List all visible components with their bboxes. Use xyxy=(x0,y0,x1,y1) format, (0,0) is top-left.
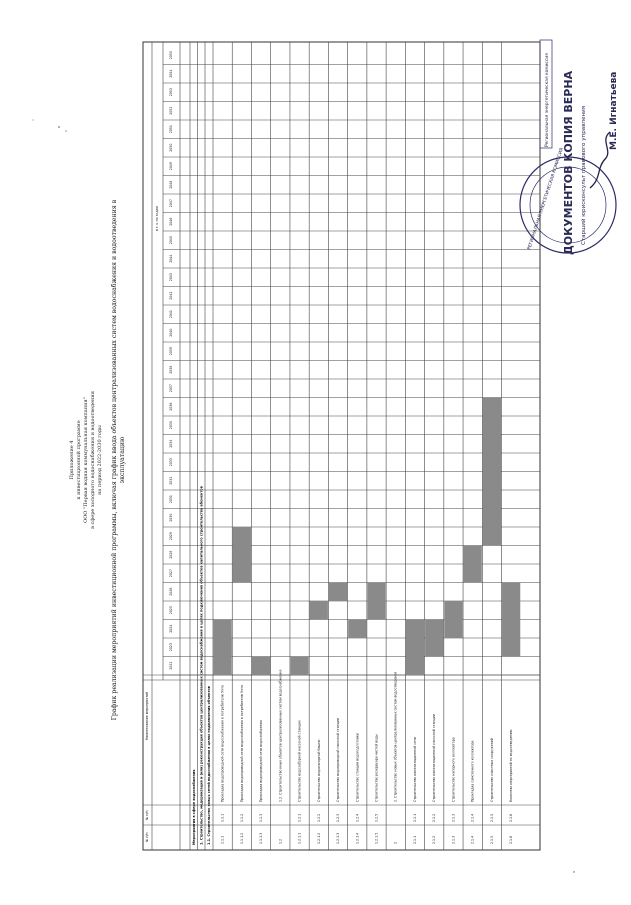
section-row-label: 1.1. Строительство новых сетей водоснабжения в целях подключения объектов xyxy=(207,686,211,845)
year-label: 2047 xyxy=(169,199,173,208)
year-label: 2025 xyxy=(169,606,173,615)
row-num: 2 xyxy=(393,841,398,844)
row-num: 2.1.4 xyxy=(470,835,475,844)
row-name: Строительство канализационной насосной станции xyxy=(432,714,437,802)
row-num2: 1.1.2 xyxy=(239,813,244,822)
stamp-position: Старший юрисконсульт правового управления xyxy=(581,105,587,245)
row-name: Прокладка водопроводной сети водоснабжения к потребителю Ухта xyxy=(220,685,225,802)
scheduled-period-cell xyxy=(290,657,308,676)
scheduled-period-cell xyxy=(252,657,270,676)
stamp-header-text: Региональная энергетическая комиссия xyxy=(545,53,550,147)
year-label: 2054 xyxy=(169,69,173,78)
row-name: Строительство водозаборной насосной станции xyxy=(297,720,302,802)
row-num2: 1.2.5 xyxy=(374,813,379,822)
year-label: 2032 xyxy=(169,476,173,485)
row-num: 1.2.1.2 xyxy=(316,832,321,844)
row-num: 2.1.6 xyxy=(509,835,514,844)
row-name: Строительство резервуара чистой воды xyxy=(374,734,379,802)
document-title-line-2: эксплуатацию xyxy=(119,436,126,484)
year-label: 2044 xyxy=(169,254,173,263)
row-num2: 2.1.6 xyxy=(509,813,514,822)
row-num: 1.1.1.3 xyxy=(259,832,264,844)
row-num2: 1.1.3 xyxy=(259,813,264,822)
header-line-5: на период 2022-2030 годы xyxy=(97,425,103,495)
year-label: 2023 xyxy=(169,643,173,652)
row-num: 2.1.3 xyxy=(451,835,456,844)
scheduled-period-cell xyxy=(367,583,385,620)
period-label: в т.ч. по годам xyxy=(155,206,159,231)
header-line-1: Приложение 4 xyxy=(69,440,75,480)
year-label: 2035 xyxy=(169,421,173,430)
col-header-num2: № п/п xyxy=(145,810,149,820)
row-num: 2.1.2 xyxy=(432,835,437,844)
row-name: Комплекс мероприятий по водоотведению xyxy=(509,729,514,802)
year-label: 2024 xyxy=(169,624,173,633)
row-num: 1.1.1.2 xyxy=(239,832,244,844)
scheduled-period-cell xyxy=(214,620,232,657)
header-line-2: к инвестиционной программе xyxy=(76,420,82,500)
year-label: 2052 xyxy=(169,106,173,115)
row-name: Строительство канализационной сети xyxy=(412,736,417,802)
stamp-name: М.Е. Игнатьева xyxy=(609,71,619,150)
row-num: 1.2 xyxy=(278,838,283,844)
year-label: 2037 xyxy=(169,384,173,393)
year-label: 2033 xyxy=(169,458,173,467)
row-num2: 2.1.3 xyxy=(451,813,456,822)
year-label: 2031 xyxy=(169,495,173,504)
row-name: Прокладка водопроводной сети водоснабжения xyxy=(259,720,264,802)
row-num2: 2.1.5 xyxy=(489,813,494,822)
row-name: Строительство напорного коллектора xyxy=(451,737,456,802)
header-line-4: в сфере холодного водоснабжения и водоотведения xyxy=(90,391,96,529)
col-header-name: Наименование мероприятий xyxy=(145,691,149,740)
year-label: 2043 xyxy=(169,273,173,282)
section-row-label: Мероприятия в сфере водоснабжения xyxy=(192,769,196,845)
row-num2: 1.1.1 xyxy=(220,813,225,822)
scheduled-period-cell xyxy=(502,583,520,657)
row-name: 1.2. Строительство иных объектов централизованных систем водоснабжения xyxy=(278,669,283,802)
stamp-seal-ring-text: РЕГИОНАЛЬНАЯ ЭНЕРГЕТИЧЕСКАЯ КОМИССИЯ xyxy=(527,147,565,251)
row-num: 1.2.1.5 xyxy=(374,832,379,844)
year-label: 2038 xyxy=(169,365,173,374)
year-label: 2030 xyxy=(169,513,173,522)
year-label: 2055 xyxy=(169,51,173,60)
row-name: Прокладка водопроводной сети водоснабжения к потребителю Ухта xyxy=(239,685,244,802)
year-label: 2045 xyxy=(169,236,173,245)
row-num2: 1.2.4 xyxy=(355,813,360,822)
row-name: 2. Строительство новых объектов централизованных систем водоотведения xyxy=(393,671,398,802)
year-label: 2051 xyxy=(169,125,173,134)
year-label: 2041 xyxy=(169,310,173,319)
year-label: 2027 xyxy=(169,569,173,578)
scheduled-period-cell xyxy=(233,527,251,583)
row-num2: 1.2.2 xyxy=(316,813,321,822)
row-name: Строительство станции водоподготовки xyxy=(355,733,360,802)
row-num: 2.1.5 xyxy=(489,835,494,844)
row-num2: 2.1.2 xyxy=(432,813,437,822)
header-line-3: ООО "Первая водная коммунальная компания" xyxy=(83,397,89,523)
row-num: 1.2.1.3 xyxy=(336,832,341,844)
row-num: 1.2.1.1 xyxy=(297,832,302,844)
year-label: 2053 xyxy=(169,88,173,97)
scheduled-period-cell xyxy=(444,601,462,638)
row-num: 1.1.1 xyxy=(220,835,225,844)
scheduled-period-cell xyxy=(329,583,347,602)
year-label: 2022 xyxy=(169,661,173,670)
row-num2: 1.2.3 xyxy=(336,813,341,822)
year-label: 2034 xyxy=(169,439,173,448)
year-label: 2028 xyxy=(169,550,173,559)
year-label: 2026 xyxy=(169,587,173,596)
year-label: 2048 xyxy=(169,180,173,189)
year-label: 2040 xyxy=(169,328,173,337)
row-num2: 2.1.1 xyxy=(412,813,417,822)
scheduled-period-cell xyxy=(464,546,482,583)
scheduled-period-cell xyxy=(310,601,328,620)
year-label: 2050 xyxy=(169,143,173,152)
row-num2: 2.1.4 xyxy=(470,813,475,822)
year-label: 2042 xyxy=(169,291,173,300)
document-title-line-1: График реализации мероприятий инвестиционной программы, включая график ввода объектов централизованных систем водоснабжения и водоотведения в xyxy=(111,199,118,721)
row-name: Строительство очистных сооружений xyxy=(489,738,494,802)
col-header-num: № п/п xyxy=(145,832,149,842)
year-label: 2029 xyxy=(169,532,173,541)
year-label: 2046 xyxy=(169,217,173,226)
year-label: 2049 xyxy=(169,162,173,171)
scheduled-period-cell xyxy=(483,398,501,546)
row-name: Прокладка самотечного коллектора xyxy=(470,740,475,802)
row-num2: 1.2.1 xyxy=(297,813,302,822)
year-label: 2036 xyxy=(169,402,173,411)
row-name: Строительство водопроводной насосной станции xyxy=(336,717,341,802)
row-name: Строительство водонапорной башни xyxy=(316,739,321,802)
row-num: 2.1.1 xyxy=(412,835,417,844)
scheduled-period-cell xyxy=(348,620,366,639)
stamp-copy-verified: ДОКУМЕНТОВ КОПИЯ ВЕРНА xyxy=(562,70,575,255)
year-label: 2039 xyxy=(169,347,173,356)
row-num: 1.2.1.4 xyxy=(355,832,360,844)
section-row-label: 1. Строительство, модернизация и (или) реконструкция объектов централизованных систем водоснабжения в целях подключения объектов капитального строительства абонентов xyxy=(199,486,204,845)
scheduled-period-cell xyxy=(425,620,443,657)
scheduled-period-cell xyxy=(406,620,424,676)
